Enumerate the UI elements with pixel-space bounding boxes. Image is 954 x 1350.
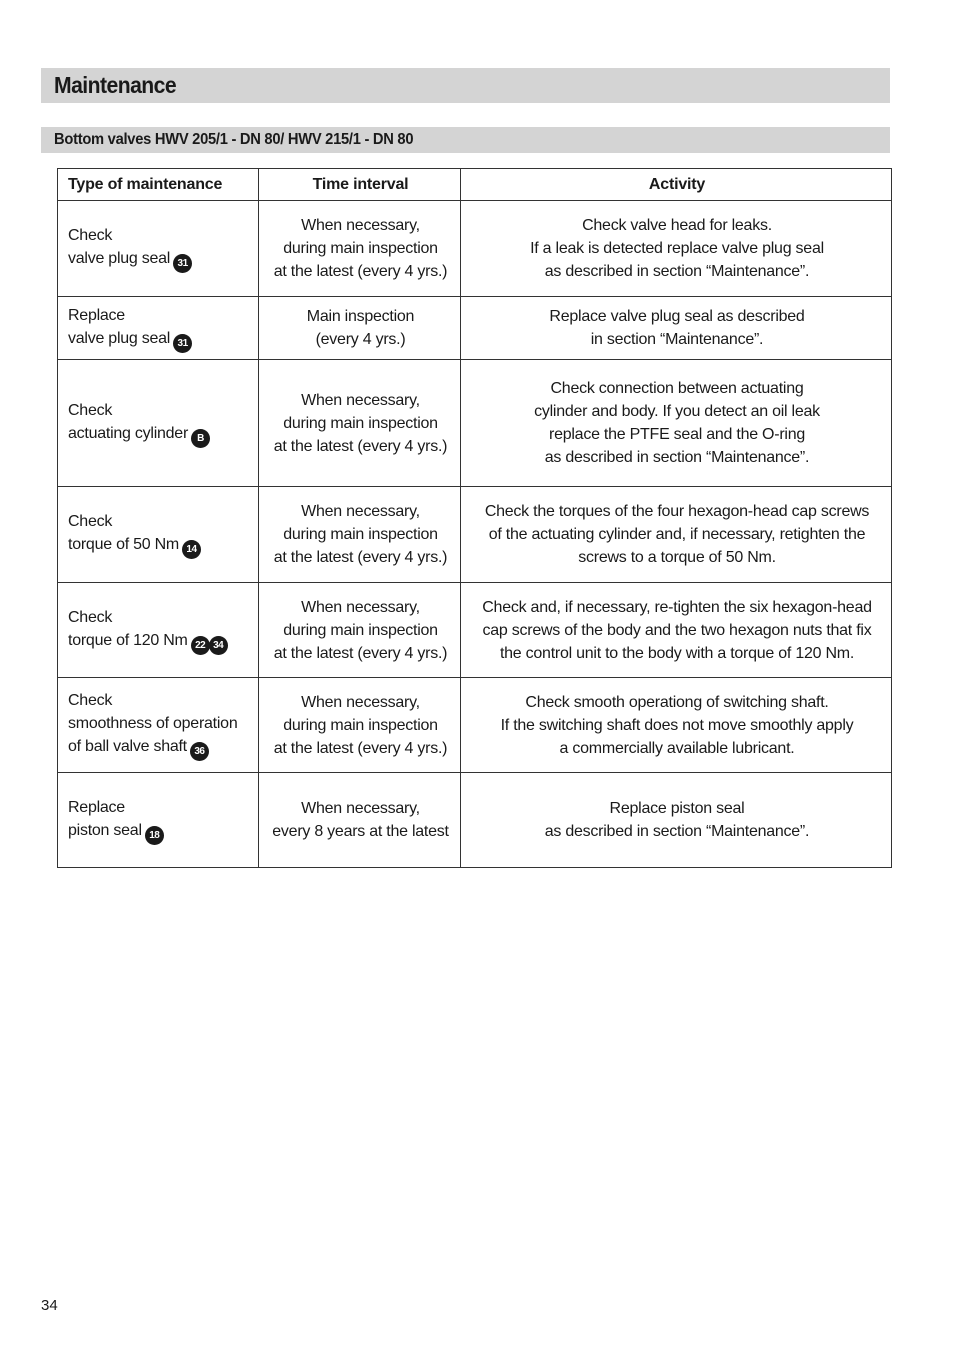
type-text-line bbox=[68, 606, 250, 629]
cell-activity bbox=[461, 773, 892, 868]
activity-text-line: in section “Maintenance”. bbox=[590, 331, 764, 348]
cell-activity bbox=[461, 583, 892, 678]
interval-text-line: at the latest (every 4 yrs.) bbox=[273, 644, 448, 662]
type-text: torque of 50 Nm bbox=[68, 536, 179, 553]
type-text-line bbox=[68, 819, 250, 845]
cell-activity bbox=[461, 678, 892, 773]
header-activity: Activity bbox=[461, 169, 892, 201]
type-text: actuating cylinder bbox=[68, 424, 189, 442]
activity-text-line: as described in section “Maintenance”. bbox=[544, 449, 810, 466]
cell-time-interval bbox=[259, 678, 461, 773]
part-reference-badge: 36 bbox=[190, 742, 209, 761]
activity-text-line: of the actuating cylinder and, if necessary, retighten the bbox=[488, 526, 866, 543]
type-text-line bbox=[68, 735, 250, 761]
interval-text-line: during main inspection bbox=[283, 240, 438, 257]
type-text-line bbox=[68, 422, 250, 448]
page-number: 34 bbox=[41, 1297, 58, 1314]
subsection-title-bar bbox=[41, 127, 890, 153]
type-text-line bbox=[68, 247, 250, 273]
cell-activity bbox=[461, 201, 892, 297]
table-row bbox=[58, 583, 892, 678]
interval-text-line: during main inspection bbox=[283, 526, 438, 543]
interval-text-line: Main inspection bbox=[306, 308, 415, 325]
type-text: piston seal bbox=[68, 821, 142, 839]
activity-text-line: as described in section “Maintenance”. bbox=[544, 263, 810, 280]
header-type-of-maintenance: Type of maintenance bbox=[58, 169, 259, 201]
activity-text-line: If a leak is detected replace valve plug seal bbox=[530, 240, 824, 257]
interval-text-line: When necessary, bbox=[301, 598, 420, 616]
table-row bbox=[58, 297, 892, 360]
interval-text-line: during main inspection bbox=[283, 414, 438, 432]
type-text: Check bbox=[68, 608, 113, 626]
page-title: Maintenance bbox=[54, 72, 177, 98]
type-text-line bbox=[68, 533, 250, 559]
table-row bbox=[58, 360, 892, 487]
cell-type-of-maintenance bbox=[58, 678, 259, 773]
type-text-line bbox=[68, 712, 250, 735]
cell-time-interval bbox=[259, 201, 461, 297]
section-title-bar bbox=[41, 68, 890, 103]
header-time-interval: Time interval bbox=[259, 169, 461, 201]
activity-text-line: cap screws of the body and the two hexagon nuts that fix bbox=[482, 621, 872, 639]
type-text-line bbox=[68, 399, 250, 422]
part-reference-badge: 34 bbox=[209, 636, 228, 655]
type-text: Check bbox=[68, 692, 113, 709]
activity-text-line: Replace piston seal bbox=[609, 800, 745, 817]
activity-text-line: as described in section “Maintenance”. bbox=[544, 823, 810, 840]
interval-text-line: When necessary, bbox=[301, 800, 420, 817]
activity-text-line: Check and, if necessary, re-tighten the six hexagon-head bbox=[482, 598, 872, 616]
type-text-line bbox=[68, 629, 250, 655]
table-row bbox=[58, 678, 892, 773]
type-text: torque of 120 Nm bbox=[68, 631, 188, 649]
cell-type-of-maintenance bbox=[58, 297, 259, 360]
type-text: Check bbox=[68, 227, 113, 244]
type-text: Replace bbox=[68, 306, 125, 324]
type-text: Replace bbox=[68, 798, 125, 816]
activity-text-line: screws to a torque of 50 Nm. bbox=[578, 549, 776, 566]
cell-activity bbox=[461, 297, 892, 360]
cell-time-interval bbox=[259, 360, 461, 487]
activity-text-line: replace the PTFE seal and the O-ring bbox=[548, 426, 806, 443]
interval-text-line: at the latest (every 4 yrs.) bbox=[273, 437, 448, 455]
cell-type-of-maintenance bbox=[58, 583, 259, 678]
type-text-line bbox=[68, 304, 250, 327]
type-text-line bbox=[68, 327, 250, 353]
cell-time-interval bbox=[259, 773, 461, 868]
activity-text-line: Check valve head for leaks. bbox=[582, 217, 772, 234]
interval-text-line: When necessary, bbox=[301, 217, 420, 234]
interval-text-line: every 8 years at the latest bbox=[272, 823, 449, 840]
activity-text-line: a commercially available lubricant. bbox=[559, 739, 795, 757]
type-text: Check bbox=[68, 513, 113, 530]
table-row bbox=[58, 773, 892, 868]
activity-text-line: If the switching shaft does not move smoothly apply bbox=[500, 716, 854, 734]
type-text-line bbox=[68, 689, 250, 712]
part-reference-badge: 18 bbox=[145, 826, 164, 845]
table-row bbox=[58, 201, 892, 297]
part-reference-badge: B bbox=[191, 429, 210, 448]
table-row bbox=[58, 487, 892, 583]
type-text-line bbox=[68, 510, 250, 533]
cell-type-of-maintenance bbox=[58, 201, 259, 297]
interval-text-line: at the latest (every 4 yrs.) bbox=[273, 739, 448, 757]
cell-type-of-maintenance bbox=[58, 360, 259, 487]
cell-time-interval bbox=[259, 583, 461, 678]
interval-text-line: during main inspection bbox=[283, 621, 438, 639]
type-text-line bbox=[68, 224, 250, 247]
subsection-title: Bottom valves HWV 205/1 - DN 80/ HWV 215/1 - DN 80 bbox=[54, 131, 414, 148]
cell-time-interval bbox=[259, 297, 461, 360]
activity-text-line: Replace valve plug seal as described bbox=[549, 308, 805, 325]
cell-type-of-maintenance bbox=[58, 773, 259, 868]
cell-time-interval bbox=[259, 487, 461, 583]
maintenance-table bbox=[57, 168, 892, 868]
part-reference-badge: 22 bbox=[191, 636, 210, 655]
type-text: of ball valve shaft bbox=[68, 738, 187, 755]
activity-text-line: Check the torques of the four hexagon-head cap screws bbox=[484, 503, 870, 520]
cell-type-of-maintenance bbox=[58, 487, 259, 583]
activity-text-line: Check connection between actuating bbox=[550, 380, 804, 397]
part-reference-badge: 31 bbox=[173, 334, 192, 353]
interval-text-line: at the latest (every 4 yrs.) bbox=[273, 549, 448, 566]
type-text: valve plug seal bbox=[68, 250, 171, 267]
interval-text-line: When necessary, bbox=[301, 503, 420, 520]
interval-text-line: When necessary, bbox=[301, 391, 420, 409]
table-header-row bbox=[58, 169, 892, 201]
type-text: Check bbox=[68, 401, 113, 419]
interval-text-line: at the latest (every 4 yrs.) bbox=[273, 263, 448, 280]
part-reference-badge: 31 bbox=[173, 254, 192, 273]
type-text-line bbox=[68, 796, 250, 819]
interval-text-line: (every 4 yrs.) bbox=[315, 331, 406, 348]
part-reference-badge: 14 bbox=[182, 540, 201, 559]
activity-text-line: cylinder and body. If you detect an oil leak bbox=[534, 403, 820, 420]
interval-text-line: When necessary, bbox=[301, 693, 420, 711]
type-text: smoothness of operation bbox=[68, 715, 238, 732]
activity-text-line: Check smooth operationg of switching shaft. bbox=[525, 693, 829, 711]
cell-activity bbox=[461, 487, 892, 583]
type-text: valve plug seal bbox=[68, 329, 171, 347]
cell-activity bbox=[461, 360, 892, 487]
activity-text-line: the control unit to the body with a torque of 120 Nm. bbox=[499, 644, 855, 662]
interval-text-line: during main inspection bbox=[283, 716, 438, 734]
